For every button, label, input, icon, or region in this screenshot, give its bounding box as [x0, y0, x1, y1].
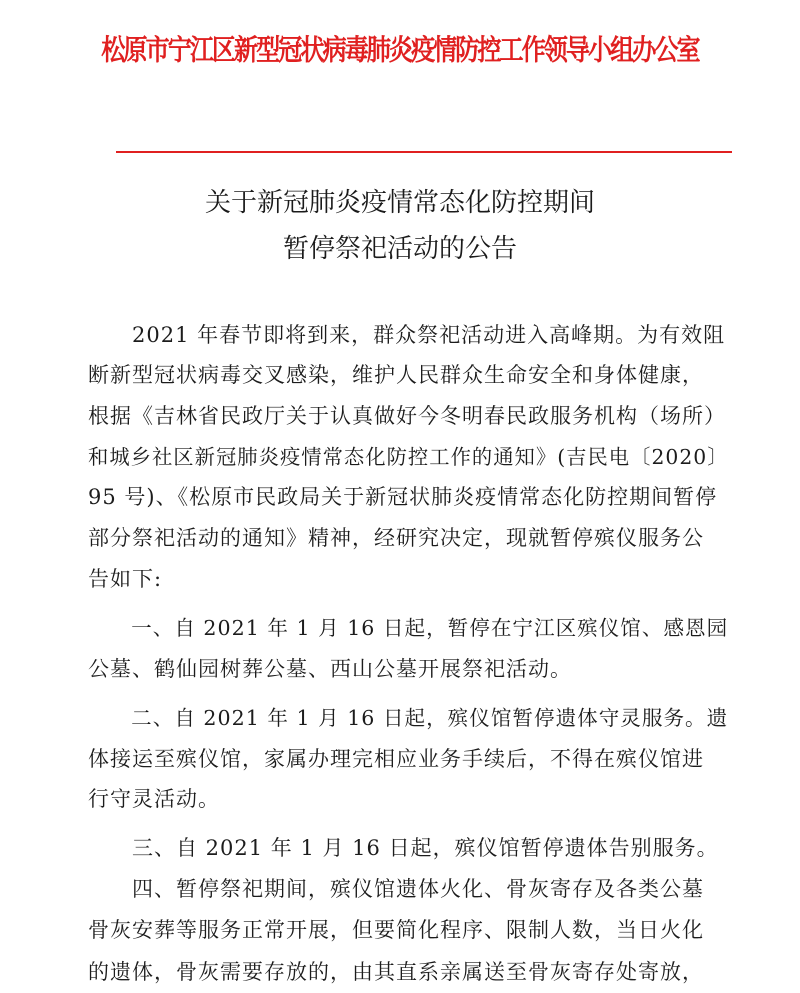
body-line: 根据《吉林省民政厅关于认真做好今冬明春民政服务机构（场所）: [88, 404, 726, 428]
body-line: 部分祭祀活动的通知》精神，经研究决定，现就暂停殡仪服务公: [88, 526, 704, 550]
body-line: 和城乡社区新冠肺炎疫情常态化防控工作的通知》(吉民电〔2020〕: [88, 445, 729, 469]
body-line: 告如下:: [88, 567, 163, 591]
body-line: 四、暂停祭祀期间，殡仪馆遗体火化、骨灰寄存及各类公墓: [88, 877, 704, 901]
body-line: 体接运至殡仪馆，家属办理完相应业务手续后，不得在殡仪馆进: [88, 747, 704, 771]
body-line: 一、自 2021 年 1 月 16 日起，暂停在宁江区殡仪馆、感恩园: [88, 616, 729, 640]
document-title-line-2: 暂停祭祀活动的公告: [282, 234, 517, 264]
body-line: 公墓、鹤仙园树葬公墓、西山公墓开展祭祀活动。: [88, 657, 572, 681]
body-line: 95 号)、《松原市民政局关于新冠状肺炎疫情常态化防控期间暂停: [88, 485, 718, 509]
body-line: 骨灰安葬等服务正常开展，但要简化程序、限制人数，当日火化: [88, 918, 704, 942]
body-line: 2021 年春节即将到来，群众祭祀活动进入高峰期。为有效阻: [88, 323, 726, 347]
document-title-line-1: 关于新冠肺炎疫情常态化防控期间: [204, 188, 595, 218]
body-line: 二、自 2021 年 1 月 16 日起，殡仪馆暂停遗体守灵服务。遗: [88, 706, 729, 730]
body-line: 三、自 2021 年 1 月 16 日起，殡仪馆暂停遗体告别服务。: [88, 836, 719, 860]
body-line: 行守灵活动。: [88, 787, 220, 811]
issuing-office-header: 松原市宁江区新型冠状病毒肺炎疫情防控工作领导小组办公室: [101, 32, 699, 67]
header-red-rule: [116, 151, 732, 153]
body-line: 断新型冠状病毒交叉感染，维护人民群众生命安全和身体健康，: [88, 363, 704, 387]
body-line: 的遗体，骨灰需要存放的，由其直系亲属送至骨灰寄存处寄放，: [88, 960, 704, 984]
